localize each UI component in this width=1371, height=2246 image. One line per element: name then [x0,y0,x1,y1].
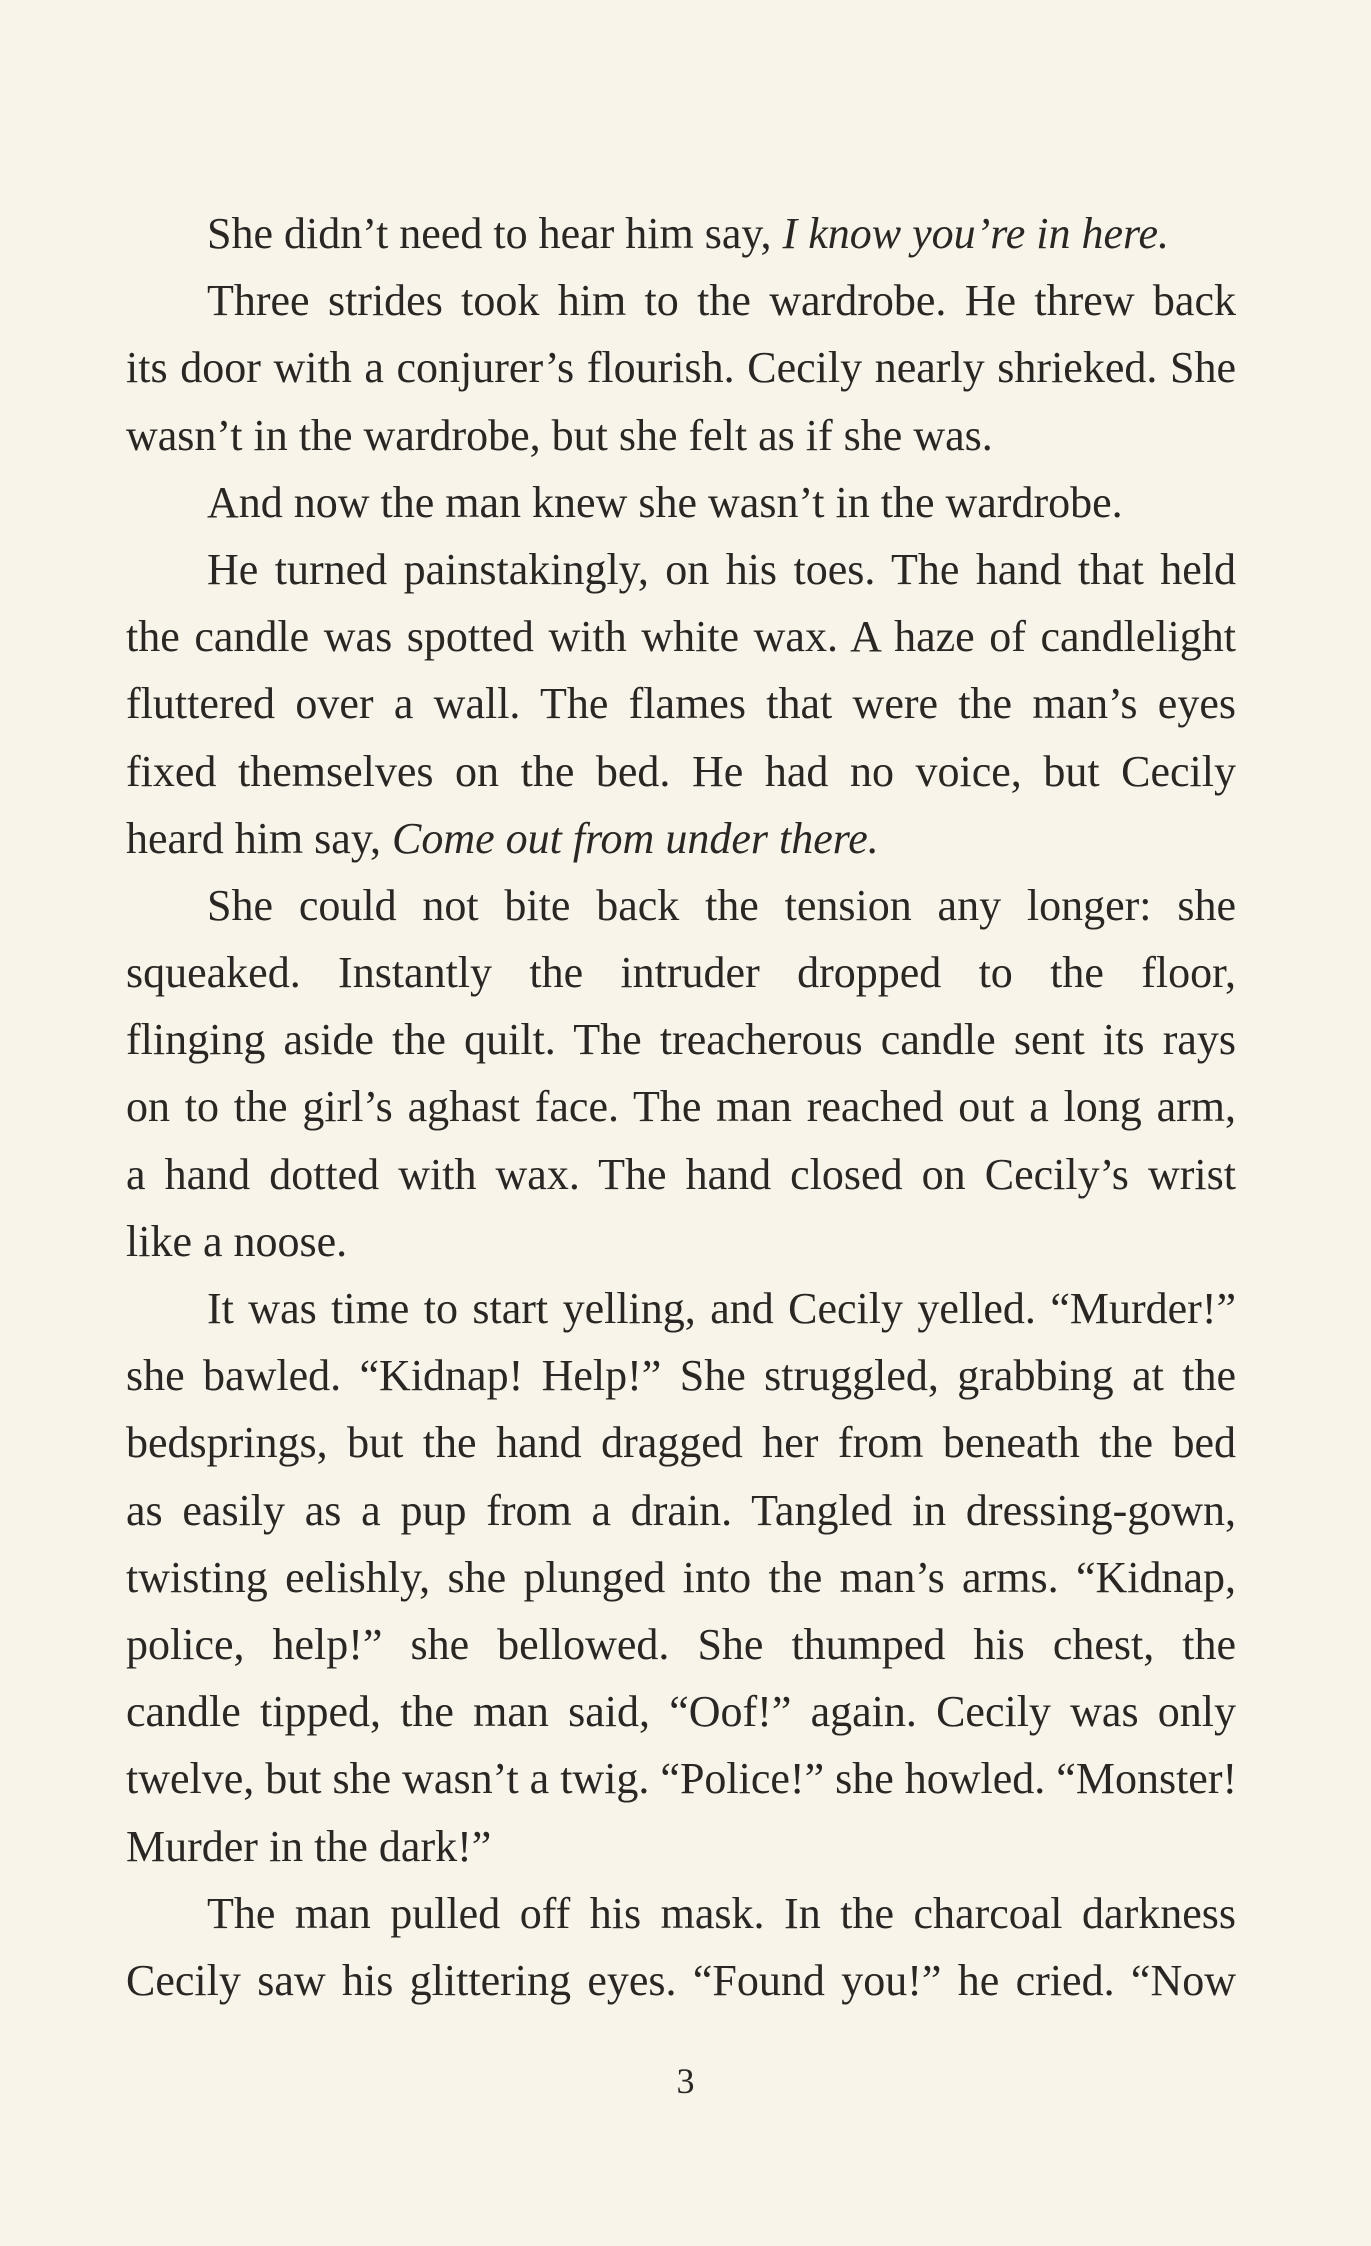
text-segment: flinging aside the quilt. The treacherous candle sent its rays [126,1015,1236,1065]
text-segment: Murder in the dark!” [126,1821,492,1871]
text-line [126,670,1236,737]
text-segment: He turned painstakingly, on his toes. The hand that held [207,544,1236,594]
italic-text: Come out from under there. [391,813,879,863]
text-segment: heard him say, [126,813,392,863]
text-line [126,334,1236,401]
text-segment: on to the girl’s aghast face. The man reached out a long arm, [126,1082,1236,1132]
text-line [126,1275,1236,1342]
text-segment: candle tipped, the man said, “Oof!” again. Cecily was only [126,1687,1236,1737]
text-segment: bedsprings, but the hand dragged her from beneath the bed [126,1418,1236,1468]
text-line [126,469,1236,536]
text-line [126,1745,1236,1812]
text-segment: squeaked. Instantly the intruder dropped to the floor, [126,948,1236,998]
text-segment: It was time to start yelling, and Cecily yelled. “Murder!” [207,1284,1236,1333]
text-segment: fixed themselves on the bed. He had no voice, but Cecily [126,746,1236,796]
text-line [126,267,1236,334]
text-line [126,603,1236,670]
text-line [126,805,1236,872]
text-segment: She could not bite back the tension any longer: she [207,880,1236,930]
text-line [126,402,1236,469]
text-line [126,1208,1236,1275]
text-segment: a hand dotted with wax. The hand closed on Cecily’s wrist [126,1149,1236,1199]
text-line [126,1409,1236,1476]
text-line [126,1813,1236,1880]
text-line [126,1006,1236,1073]
text-line [126,1947,1236,2014]
text-segment: And now the man knew she wasn’t in the wardrobe. [207,477,1123,527]
text-line [126,536,1236,603]
text-line [126,1678,1236,1745]
text-line [126,1544,1236,1611]
text-line [126,200,1236,267]
text-segment: She didn’t need to hear him say, [207,209,783,258]
text-line [126,1073,1236,1140]
text-segment: its door with a conjurer’s flourish. Cecily nearly shrieked. She [126,343,1236,393]
text-line [126,939,1236,1006]
text-line [126,1141,1236,1208]
text-segment: twelve, but she wasn’t a twig. “Police!” she howled. “Monster! [126,1754,1238,1804]
text-segment: police, help!” she bellowed. She thumped his chest, the [126,1619,1236,1669]
text-segment: fluttered over a wall. The flames that were the man’s eyes [126,679,1236,729]
text-segment: Three strides took him to the wardrobe. He threw back [207,276,1236,326]
text-line [126,872,1236,939]
text-line [126,1477,1236,1544]
text-line [126,738,1236,805]
text-segment: twisting eelishly, she plunged into the man’s arms. “Kidnap, [126,1552,1236,1602]
text-segment: Cecily saw his glittering eyes. “Found you!” he cried. “Now [126,1955,1236,2005]
text-segment: wasn’t in the wardrobe, but she felt as if she was. [126,410,993,460]
text-segment: The man pulled off his mask. In the charcoal darkness [207,1888,1236,1938]
text-segment: the candle was spotted with white wax. A haze of candlelight [126,612,1236,662]
text-line [126,1342,1236,1409]
body-text [126,200,1236,2014]
text-segment: as easily as a pup from a drain. Tangled in dressing-gown, [126,1485,1236,1535]
italic-text: I know you’re in here. [782,209,1170,258]
text-segment: she bawled. “Kidnap! Help!” She struggled, grabbing at the [126,1351,1236,1401]
page-number: 3 [676,2061,695,2101]
text-line [126,1611,1236,1678]
text-line [126,1880,1236,1947]
text-segment: like a noose. [126,1216,348,1266]
